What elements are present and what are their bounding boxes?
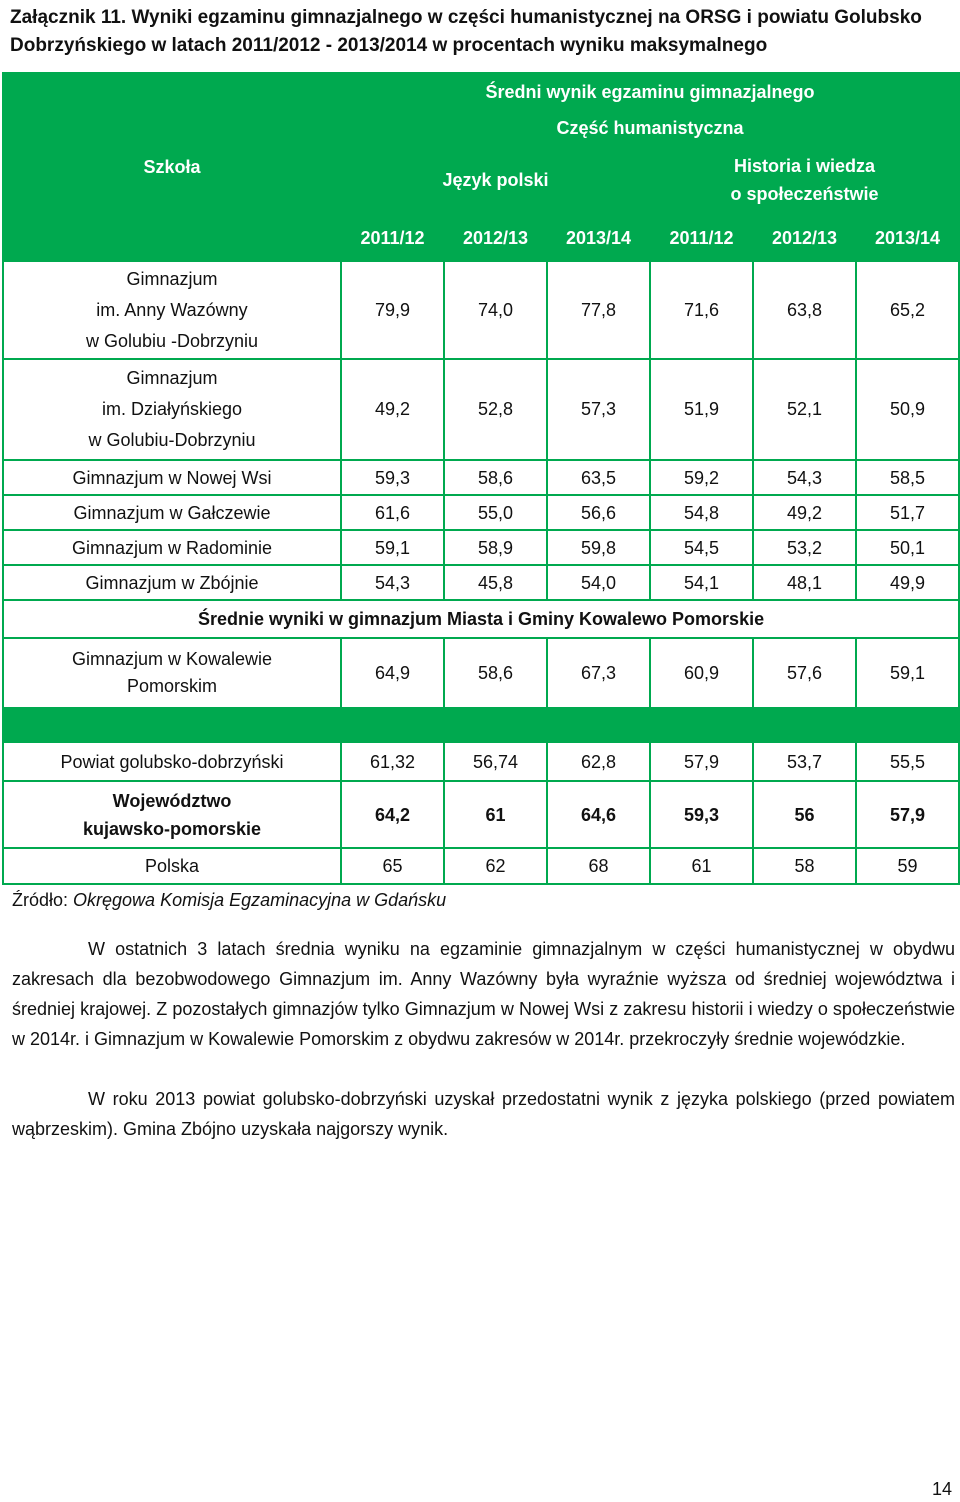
source-label: Źródło: [12, 890, 74, 910]
score-cell: 68 [547, 848, 650, 884]
school-name-cell [3, 565, 341, 600]
score-cell: 51,7 [856, 495, 959, 530]
score-cell: 63,5 [547, 460, 650, 495]
school-name-cell [3, 460, 341, 495]
source-note [12, 890, 446, 911]
header-school: Szkoła [3, 73, 341, 261]
school-name-cell [3, 359, 341, 460]
score-cell: 49,2 [341, 359, 444, 460]
score-cell: 53,2 [753, 530, 856, 565]
score-cell: 61 [444, 781, 547, 848]
score-cell: 59,3 [650, 781, 753, 848]
score-cell: 77,8 [547, 261, 650, 359]
year-header: 2012/13 [444, 215, 547, 261]
score-cell: 64,9 [341, 638, 444, 708]
separator-row [3, 708, 959, 742]
header-history-line1: Historia i wiedza [733, 156, 876, 176]
score-cell: 56,74 [444, 742, 547, 781]
school-name-line: Województwo [112, 790, 232, 811]
school-name-cell [3, 781, 341, 848]
score-cell: 57,9 [856, 781, 959, 848]
score-cell: 64,2 [341, 781, 444, 848]
page-number: 14 [931, 1479, 952, 1499]
score-cell: 67,3 [547, 638, 650, 708]
school-name-line: Gimnazjum w Zbójnie [85, 572, 259, 593]
table-row [3, 848, 959, 884]
score-cell: 63,8 [753, 261, 856, 359]
score-cell: 62 [444, 848, 547, 884]
score-cell: 61,32 [341, 742, 444, 781]
table-row [3, 638, 959, 708]
score-cell: 56,6 [547, 495, 650, 530]
score-cell: 58,6 [444, 638, 547, 708]
results-table [2, 72, 960, 885]
school-name-line: Pomorskim [126, 676, 217, 696]
school-name-line: Gimnazjum w Nowej Wsi [72, 467, 272, 488]
school-name-cell [3, 530, 341, 565]
score-cell: 74,0 [444, 261, 547, 359]
score-cell: 71,6 [650, 261, 753, 359]
page-title: Załącznik 11. Wyniki egzaminu gimnazjalnego w części humanistycznej na ORSG i powiatu Golubsko Dobrzyńskiego w latach 2011/2012 - 2013/2014 w procentach wyniku maksymalnego [10, 7, 922, 56]
score-cell: 65,2 [856, 261, 959, 359]
school-name-cell: Powiat golubsko-dobrzyński [3, 742, 341, 781]
school-name-cell [3, 261, 341, 359]
table-row [3, 565, 959, 600]
table-row [3, 495, 959, 530]
paragraph-2: W roku 2013 powiat golubsko-dobrzyński uzyskał przedostatni wynik z języka polskiego (przed powiatem wąbrzeskim). Gmina Zbójno uzyskała najgorszy wynik. [12, 1089, 955, 1139]
school-name-cell: Polska [3, 848, 341, 884]
score-cell: 79,9 [341, 261, 444, 359]
school-name-line: w Golubiu-Dobrzyniu [88, 430, 256, 450]
year-header: 2011/12 [341, 215, 444, 261]
school-name-line: Gimnazjum [126, 268, 218, 289]
school-name-line: Gimnazjum w Gałczewie [73, 502, 271, 523]
header-subject-history [650, 145, 959, 215]
table-row [3, 460, 959, 495]
score-cell: 58,6 [444, 460, 547, 495]
score-cell: 48,1 [753, 565, 856, 600]
score-cell: 55,5 [856, 742, 959, 781]
score-cell: 58,5 [856, 460, 959, 495]
header-subject-polish: Język polski [341, 145, 650, 215]
score-cell: 59,1 [341, 530, 444, 565]
score-cell: 60,9 [650, 638, 753, 708]
table-row [3, 742, 959, 781]
score-cell: 64,6 [547, 781, 650, 848]
year-header: 2012/13 [753, 215, 856, 261]
score-cell: 58 [753, 848, 856, 884]
score-cell: 57,9 [650, 742, 753, 781]
score-cell: 59,1 [856, 638, 959, 708]
score-cell: 65 [341, 848, 444, 884]
score-cell: 54,8 [650, 495, 753, 530]
score-cell: 58,9 [444, 530, 547, 565]
score-cell: 54,3 [341, 565, 444, 600]
score-cell: 54,1 [650, 565, 753, 600]
score-cell: 57,3 [547, 359, 650, 460]
score-cell: 62,8 [547, 742, 650, 781]
header-history-line2: o społeczeństwie [730, 184, 879, 204]
score-cell: 53,7 [753, 742, 856, 781]
score-cell: 59,2 [650, 460, 753, 495]
score-cell: 59 [856, 848, 959, 884]
school-name-line: Gimnazjum w Radominie [71, 537, 273, 558]
school-name-line: im. Anny Wazówny [96, 299, 248, 320]
header-main: Średni wynik egzaminu gimnazjalnego [341, 73, 959, 111]
score-cell: 51,9 [650, 359, 753, 460]
year-header: 2013/14 [856, 215, 959, 261]
school-name-cell [3, 495, 341, 530]
school-name-line: Gimnazjum [126, 368, 218, 388]
score-cell: 50,1 [856, 530, 959, 565]
year-header: 2011/12 [650, 215, 753, 261]
score-cell: 59,3 [341, 460, 444, 495]
score-cell: 49,2 [753, 495, 856, 530]
table-row [3, 530, 959, 565]
school-name-line: kujawsko-pomorskie [82, 818, 262, 839]
section-row [3, 600, 959, 638]
score-cell: 45,8 [444, 565, 547, 600]
header-part: Część humanistyczna [341, 111, 959, 145]
score-cell: 52,8 [444, 359, 547, 460]
table-row [3, 359, 959, 460]
score-cell: 55,0 [444, 495, 547, 530]
school-name-line: im. Działyńskiego [101, 399, 243, 419]
score-cell: 50,9 [856, 359, 959, 460]
score-cell: 52,1 [753, 359, 856, 460]
school-name-line: w Golubiu -Dobrzyniu [85, 330, 259, 351]
score-cell: 54,5 [650, 530, 753, 565]
score-cell: 54,0 [547, 565, 650, 600]
table-row [3, 261, 959, 359]
separator-band [3, 708, 959, 742]
section-label: Średnie wyniki w gimnazjum Miasta i Gminy Kowalewo Pomorskie [3, 600, 959, 638]
score-cell: 61,6 [341, 495, 444, 530]
paragraph-1: W ostatnich 3 latach średnia wyniku na egzaminie gimnazjalnym w części humanistycznej w obydwu zakresach dla bezobwodowego Gimnazjum im. Anny Wazówny była wyraźnie wyższa od średniej województwa i średniej krajowej. Z pozostałych gimnazjów tylko Gimnazjum w Nowej Wsi z zakresu historii i wiedzy o społeczeństwie w 2014r. i Gimnazjum w Kowalewie Pomorskim z obydwu zakresów w 2014r. przekroczyły średnie wojewódzkie. [12, 939, 955, 1049]
school-name-line: Gimnazjum w Kowalewie [71, 649, 273, 669]
school-name-cell [3, 638, 341, 708]
score-cell: 54,3 [753, 460, 856, 495]
score-cell: 59,8 [547, 530, 650, 565]
source-text: Okręgowa Komisja Egzaminacyjna w Gdańsku [73, 890, 447, 910]
score-cell: 49,9 [856, 565, 959, 600]
score-cell: 61 [650, 848, 753, 884]
table-row [3, 781, 959, 848]
score-cell: 56 [753, 781, 856, 848]
score-cell: 57,6 [753, 638, 856, 708]
year-header: 2013/14 [547, 215, 650, 261]
